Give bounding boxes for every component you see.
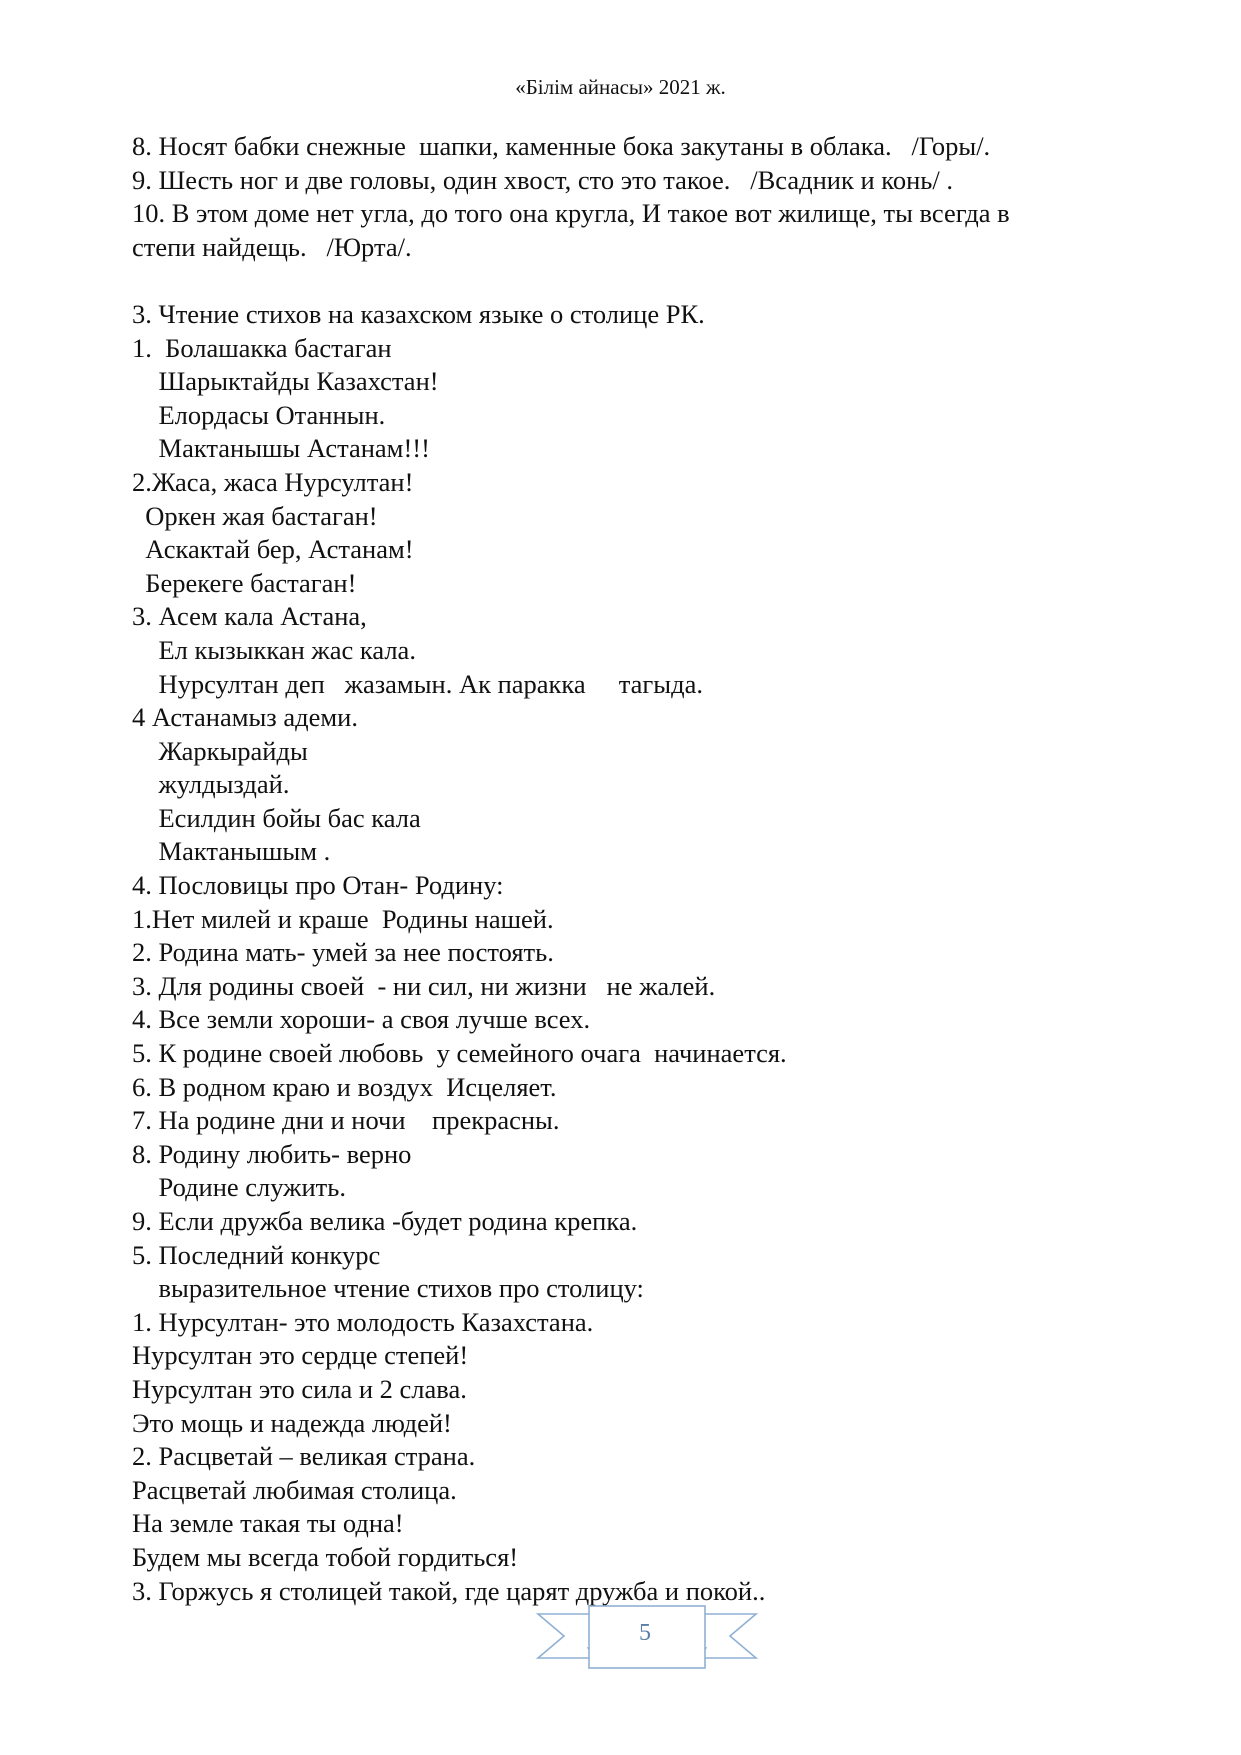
text-line: Мактанышым . bbox=[132, 836, 331, 867]
text-line: жулдыздай. bbox=[132, 769, 290, 800]
text-line: 4 Астанамыз адеми. bbox=[132, 702, 358, 733]
text-line: Есилдин бойы бас кала bbox=[132, 802, 421, 833]
text-line: Будем мы всегда тобой гордиться! bbox=[132, 1541, 519, 1572]
text-line: 4. Пословицы про Отан- Родину: bbox=[132, 870, 504, 901]
text-line: Это мощь и надежда людей! bbox=[132, 1407, 452, 1438]
text-line: 2. Родина мать- умей за нее постоять. bbox=[132, 937, 554, 968]
text-line: 1.Нет милей и краше Родины нашей. bbox=[132, 903, 554, 934]
text-line: Нурсултан это сила и 2 слава. bbox=[132, 1373, 467, 1404]
text-line: 3. Чтение стихов на казахском языке о столице РК. bbox=[132, 298, 705, 329]
text-line: Ел кызыккан жас кала. bbox=[132, 634, 416, 665]
text-line: Шарыктайды Казахстан! bbox=[132, 366, 439, 397]
text-line: 7. На родине дни и ночи прекрасны. bbox=[132, 1105, 560, 1136]
text-line: На земле такая ты одна! bbox=[132, 1508, 404, 1539]
text-line: 3. Асем кала Астана, bbox=[132, 601, 367, 632]
text-line: выразительное чтение стихов про столицу: bbox=[132, 1273, 644, 1304]
text-line: Жаркырайды bbox=[132, 735, 308, 766]
text-line: 3. Горжусь я столицей такой, где царят дружба и покой.. bbox=[132, 1575, 766, 1606]
text-line: 1. Болашакка бастаган bbox=[132, 332, 392, 363]
page-header: «Білім айнасы» 2021 ж. bbox=[515, 75, 726, 99]
text-line: 8. Родину любить- верно bbox=[132, 1138, 412, 1169]
text-line: 4. Все земли хороши- а своя лучше всех. bbox=[132, 1004, 591, 1035]
text-line: 3. Для родины своей - ни сил, ни жизни не жалей. bbox=[132, 970, 716, 1001]
text-line: 5. К родине своей любовь у семейного очага начинается. bbox=[132, 1038, 787, 1069]
text-line: Родине служить. bbox=[132, 1172, 346, 1203]
text-line: степи найдещь. /Юрта/. bbox=[132, 231, 412, 262]
text-line: Елордасы Отаннын. bbox=[132, 399, 386, 430]
page-number: 5 bbox=[639, 1620, 651, 1646]
text-line: Оркен жая бастаган! bbox=[132, 500, 378, 531]
text-line: 2. Расцветай – великая страна. bbox=[132, 1441, 476, 1472]
text-line: 10. В этом доме нет угла, до того она кругла, И такое вот жилище, ты всегда в bbox=[132, 198, 1010, 229]
text-line: Мактанышы Астанам!!! bbox=[132, 433, 430, 464]
text-line: 5. Последний конкурс bbox=[132, 1239, 381, 1270]
text-line: Нурсултан это сердце степей! bbox=[132, 1340, 469, 1371]
text-line: 1. Нурсултан- это молодость Казахстана. bbox=[132, 1306, 594, 1337]
text-line: 6. В родном краю и воздух Исцеляет. bbox=[132, 1071, 557, 1102]
text-line: Аскактай бер, Астанам! bbox=[132, 534, 414, 565]
text-line: 8. Носят бабки снежные шапки, каменные бока закутаны в облака. /Горы/. bbox=[132, 131, 991, 161]
text-line: 9. Шесть ног и две головы, один хвост, сто это такое. /Всадник и конь/ . bbox=[132, 164, 953, 195]
text-line: Берекеге бастаган! bbox=[132, 567, 357, 598]
text-line: Нурсултан деп жазамын. Ак паракка тагыда. bbox=[132, 668, 703, 699]
text-line: Расцветай любимая столица. bbox=[132, 1474, 457, 1505]
text-line bbox=[132, 264, 1132, 298]
document-body bbox=[132, 130, 1132, 1608]
text-line: 2.Жаса, жаса Нурсултан! bbox=[132, 466, 414, 497]
text-line: 9. Если дружба велика -будет родина крепка. bbox=[132, 1206, 638, 1236]
